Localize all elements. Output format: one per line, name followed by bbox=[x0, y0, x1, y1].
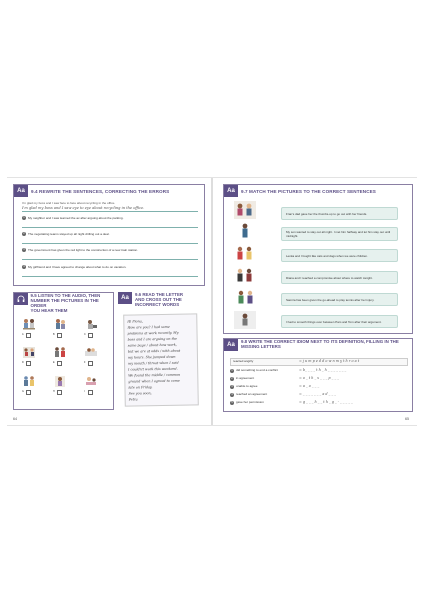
picture-i bbox=[84, 375, 98, 388]
answer-line bbox=[22, 211, 198, 212]
exercise-title bbox=[28, 293, 113, 313]
title-line: AND CROSS OUT THE bbox=[135, 297, 182, 302]
answer-box[interactable] bbox=[26, 361, 31, 366]
answer-box[interactable] bbox=[57, 390, 62, 395]
sentence-item bbox=[22, 232, 110, 236]
picture-e bbox=[53, 346, 67, 359]
letter-line: We found the middle / common bbox=[128, 372, 181, 378]
item-number: 4 bbox=[23, 265, 25, 268]
picture-label: H bbox=[53, 390, 55, 393]
definition-text: did something to end a conflict bbox=[236, 368, 278, 372]
picture-label: G bbox=[22, 390, 24, 393]
sentence-text: The negotiating teams stayed up all night drilling out a deal. bbox=[28, 232, 110, 236]
picture-label: B bbox=[53, 333, 55, 336]
sample-answer: = j u m p e d d o w n m y t h r o a t bbox=[299, 358, 360, 363]
letter-line: problems at work recently. My bbox=[127, 330, 179, 336]
picture-b bbox=[53, 318, 67, 331]
sentence-box[interactable]: Fran's dad gave her the thumbs-up to go out with her friends. bbox=[281, 207, 398, 220]
title-line: NUMBER THE PICTURES IN THE ORDER bbox=[30, 298, 99, 308]
sentence-text: The government has given the red light to the construction of a new train station. bbox=[28, 248, 139, 252]
exercise-header bbox=[14, 293, 113, 311]
title-line: 9.8 WRITE THE CORRECT IDIOM NEXT TO ITS DEFINITION, FILLING IN THE bbox=[241, 339, 399, 344]
sentence-box[interactable]: Lenka and I fought like cats and dogs when we were children. bbox=[281, 249, 398, 262]
item-number: 5 bbox=[231, 401, 233, 404]
idiom-answer[interactable]: = _ _ _ _ _ _ _ a d _ _ _ bbox=[299, 392, 336, 396]
picture-label: A bbox=[22, 333, 24, 336]
definition-item bbox=[230, 384, 258, 389]
definition-text: reached an agreement bbox=[236, 392, 268, 396]
picture-d bbox=[22, 346, 36, 359]
letter-line: See you soon, bbox=[128, 391, 152, 396]
exercise-header bbox=[224, 185, 412, 197]
vocabulary-badge: Aa bbox=[224, 185, 238, 197]
picture-halfway bbox=[234, 222, 256, 240]
picture-label: I bbox=[84, 390, 85, 393]
answer-box[interactable] bbox=[88, 333, 93, 338]
picture-h bbox=[53, 375, 67, 388]
answer-box[interactable] bbox=[26, 390, 31, 395]
answer-box[interactable] bbox=[26, 333, 31, 338]
item-number: 2 bbox=[231, 377, 233, 380]
exercise-9-4 bbox=[13, 184, 205, 286]
exercise-9-7 bbox=[223, 184, 413, 334]
letter-line: I couldn't work this weekend. bbox=[128, 366, 178, 372]
answer-box[interactable] bbox=[88, 361, 93, 366]
letter-line: boss and I are arguing on the bbox=[127, 336, 178, 342]
letter-line: Petra bbox=[128, 397, 138, 402]
item-number: 3 bbox=[23, 248, 25, 251]
title-line: MISSING LETTERS bbox=[241, 344, 281, 349]
title-line: YOU HEAR THEM bbox=[30, 308, 68, 313]
answer-line[interactable] bbox=[22, 243, 198, 244]
picture-smooth-over bbox=[234, 311, 256, 329]
picture-a bbox=[22, 318, 36, 331]
answer-line[interactable] bbox=[22, 259, 198, 260]
letter-line: Hi Fiona, bbox=[127, 319, 143, 324]
exercise-header bbox=[224, 339, 412, 355]
picture-label: F bbox=[84, 361, 86, 364]
exercise-title bbox=[238, 339, 399, 349]
picture-compromise bbox=[234, 267, 256, 285]
item-number: 4 bbox=[231, 393, 233, 396]
sample-sentence: I'm glad my boss and I saw face to face about recycling in the office. bbox=[22, 201, 116, 205]
title-line: 9.6 READ THE LETTER bbox=[135, 292, 184, 297]
idiom-answer[interactable]: = a _ o _ _ _ bbox=[299, 384, 320, 388]
definition-text: in agreement bbox=[236, 376, 255, 380]
definition-item bbox=[230, 376, 254, 381]
exercise-header bbox=[14, 185, 204, 197]
exercise-title: 9.7 MATCH THE PICTURES TO THE CORRECT SENTENCES bbox=[241, 188, 376, 194]
picture-cats-and-dogs bbox=[234, 245, 256, 263]
vocabulary-badge: Aa bbox=[224, 339, 238, 351]
idiom-answer[interactable]: = b_ _ _ _ t h _ h _ _ _ _ _ _ _ bbox=[299, 368, 347, 372]
sample-answer: I'm glad my boss and I saw eye to eye about recycling in the office. bbox=[22, 206, 145, 210]
picture-go-ahead bbox=[234, 289, 256, 307]
letter-line: same page / about how work, bbox=[127, 342, 177, 348]
vocabulary-badge: Aa bbox=[14, 185, 28, 197]
right-page bbox=[212, 178, 417, 425]
letter-note bbox=[123, 313, 199, 406]
headphones-icon bbox=[14, 293, 28, 305]
item-number: 1 bbox=[231, 369, 233, 372]
sentence-item bbox=[22, 248, 138, 252]
title-line: 9.5 LISTEN TO THE AUDIO, THEN bbox=[30, 293, 101, 298]
picture-label: D bbox=[22, 361, 24, 364]
answer-box[interactable] bbox=[88, 390, 93, 395]
sentence-item bbox=[22, 265, 126, 269]
exercise-9-8 bbox=[223, 338, 413, 412]
answer-line[interactable] bbox=[22, 276, 198, 277]
definition-text: reacted angrily bbox=[233, 359, 254, 363]
letter-line: How are you? I had some bbox=[127, 324, 170, 330]
answer-box[interactable] bbox=[57, 333, 62, 338]
picture-f bbox=[84, 346, 98, 359]
exercise-title: 9.4 REWRITE THE SENTENCES, CORRECTING THE ERRORS bbox=[31, 188, 170, 194]
definition-item bbox=[230, 392, 267, 397]
answer-line[interactable] bbox=[22, 227, 198, 228]
sentence-text: My girlfriend and I have agreed to change about what to do on vacation. bbox=[28, 265, 127, 269]
picture-c bbox=[84, 318, 98, 331]
sentence-box[interactable]: Diana and I reached a compromise about where to watch tonight. bbox=[281, 271, 398, 284]
letter-line: my mouth / throat when I said bbox=[128, 360, 179, 366]
letter-line: late on Friday. bbox=[128, 385, 153, 390]
book-spread bbox=[7, 177, 417, 426]
sentence-box[interactable]: Samira has been given the go-ahead to play tennis after her injury. bbox=[281, 293, 398, 306]
sentence-box[interactable]: My son wanted to stay out all night. I met him halfway and let him stay out until midnight. bbox=[281, 227, 398, 241]
idiom-answer[interactable]: = g _ _ _ h _ _ t h _ g _ - _ _ _ _ _ bbox=[299, 400, 353, 404]
picture-label: E bbox=[53, 361, 55, 364]
definition-item bbox=[230, 368, 278, 373]
letter-line: but we are at odds / with about bbox=[127, 348, 181, 354]
definition-text: gave her permission bbox=[236, 400, 264, 404]
sentence-text: My neighbor and I saw learned the ax after arguing about the parking. bbox=[28, 216, 124, 220]
exercise-9-6 bbox=[118, 292, 203, 408]
vocabulary-badge: Aa bbox=[118, 292, 132, 304]
item-number: 2 bbox=[23, 232, 25, 235]
exercise-9-5 bbox=[13, 292, 114, 410]
left-page bbox=[7, 178, 212, 425]
sentence-item bbox=[22, 216, 123, 220]
item-number: 1 bbox=[23, 216, 25, 219]
picture-thumbs-up bbox=[234, 201, 256, 219]
item-number: 3 bbox=[231, 385, 233, 388]
title-line: INCORRECT WORDS bbox=[135, 302, 180, 307]
definition-item bbox=[230, 400, 264, 405]
page-number: 64 bbox=[13, 417, 17, 421]
answer-box[interactable] bbox=[57, 361, 62, 366]
exercise-header bbox=[118, 292, 203, 310]
letter-line: ground when I agreed to come bbox=[128, 378, 180, 384]
picture-label: C bbox=[84, 333, 86, 336]
idiom-answer[interactable]: = o _ t h _ s _ _ _ p _ _ _ bbox=[299, 376, 339, 380]
exercise-title bbox=[132, 292, 183, 307]
letter-line: my hours. She jumped down bbox=[127, 354, 176, 360]
picture-g bbox=[22, 375, 36, 388]
sentence-box[interactable]: I had to smooth things over between Pam and Tom after their argument. bbox=[281, 315, 398, 328]
definition-text: unable to agree bbox=[236, 384, 258, 388]
page-number: 65 bbox=[405, 417, 409, 421]
